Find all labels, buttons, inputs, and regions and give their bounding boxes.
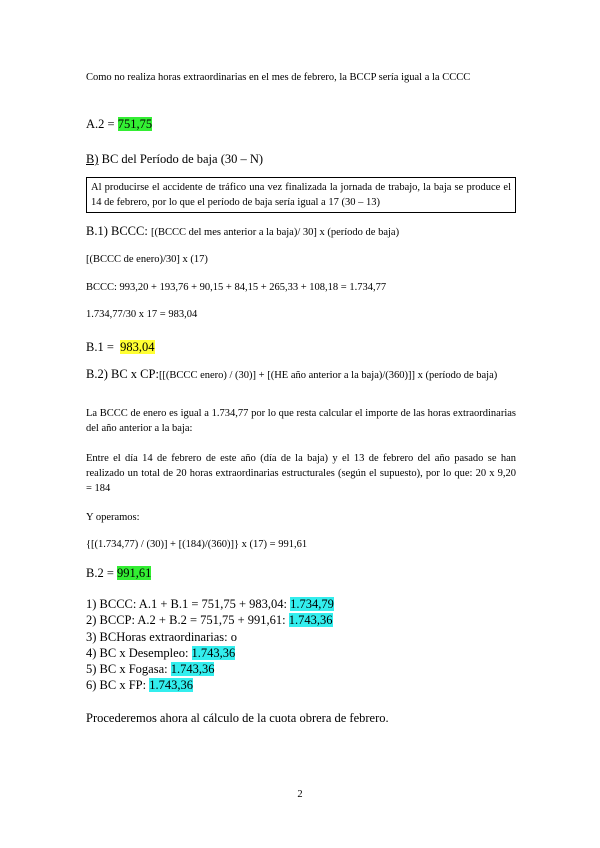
closing-sentence: Procederemos ahora al cálculo de la cuota obrera de febrero.	[86, 711, 389, 725]
section-b-letter: B)	[86, 152, 99, 166]
formula-line-b2: {[(1.734,77) / (30)] + [(184)/(360)]} x (17) = 991,61	[86, 539, 308, 550]
summary-item-value: 1.743,36	[191, 645, 236, 660]
result-a2-label: A.2 =	[86, 117, 118, 131]
summary-item-value: 1.743,36	[149, 678, 193, 693]
paragraph-operamos: Y operamos:	[86, 512, 140, 523]
summary-item-text: 4) BC x Desempleo:	[86, 645, 192, 660]
summary-list	[86, 596, 516, 694]
b2-heading-label: B.2) BC x CP:	[86, 367, 159, 381]
result-b2-label: B.2 =	[86, 566, 118, 580]
summary-item-text: 2) BCCP: A.2 + B.2 = 751,75 + 991,61:	[86, 613, 289, 628]
result-b2	[86, 565, 516, 582]
summary-item-text: 1) BCCC: A.1 + B.1 = 751,75 + 983,04:	[86, 597, 291, 611]
page-number: 2	[297, 789, 303, 800]
formula-line-division: 1.734,77/30 x 17 = 983,04	[86, 309, 198, 320]
paragraph-bccc-enero: La BCCC de enero es igual a 1.734,77 por lo que resta calcular el importe de las horas extraordinarias del año anterior a la baja:	[86, 408, 516, 434]
result-b1-label: B.1 =	[86, 340, 121, 354]
summary-item	[86, 629, 516, 645]
summary-item-value: 1.734,79	[290, 597, 334, 611]
formula-line-bccc-sum: BCCC: 993,20 + 193,76 + 90,15 + 84,15 + 265,33 + 108,18 = 1.734,77	[86, 282, 387, 293]
b1-heading-formula: [(BCCC del mes anterior a la baja)/ 30] x (período de baja)	[150, 227, 400, 238]
formula-line-enero: [(BCCC de enero)/30] x (17)	[86, 254, 208, 265]
summary-item-value: 1.743,36	[288, 613, 333, 628]
section-b-heading	[86, 151, 516, 168]
b2-heading-formula: [[(BCCC enero) / (30)] + [(HE año anterior a la baja)/(360)]] x (período de baja)	[158, 370, 498, 381]
paragraph-bccp-note: Como no realiza horas extraordinarias en el mes de febrero, la BCCP sería igual a la CCCC	[86, 72, 471, 83]
b1-heading	[86, 222, 516, 240]
summary-item-text: 6) BC x FP:	[86, 678, 150, 693]
summary-item	[86, 596, 516, 612]
summary-item	[86, 645, 516, 661]
result-b1	[86, 339, 516, 356]
summary-item	[86, 677, 516, 693]
paragraph-horas-extra: Entre el día 14 de febrero de este año (día de la baja) y el 13 de febrero del año pasado se han realizado un total de 20 horas extraordinarias estructurales (según el supuesto), por lo que: 20 x 9,20 = 184	[86, 453, 516, 494]
b2-heading	[86, 366, 516, 383]
summary-item-text: 3) BCHoras extraordinarias: o	[86, 629, 238, 644]
summary-item	[86, 612, 516, 628]
summary-item-text: 5) BC x Fogasa:	[86, 662, 171, 677]
result-b2-value: 991,61	[117, 566, 152, 580]
result-b1-value: 983,04	[120, 340, 155, 354]
section-b-title: BC del Período de baja (30 – N)	[98, 152, 264, 166]
summary-item-value: 1.743,36	[170, 662, 215, 677]
result-a2	[86, 116, 516, 133]
b1-heading-label: B.1) BCCC:	[86, 224, 151, 238]
result-a2-value: 751,75	[117, 117, 153, 131]
summary-item	[86, 661, 516, 677]
accident-note-box: Al producirse el accidente de tráfico una vez finalizada la jornada de trabajo, la baja se produce el 14 de febrero, por lo que el período de baja sería igual a 17 (30 – 13)	[86, 177, 516, 213]
